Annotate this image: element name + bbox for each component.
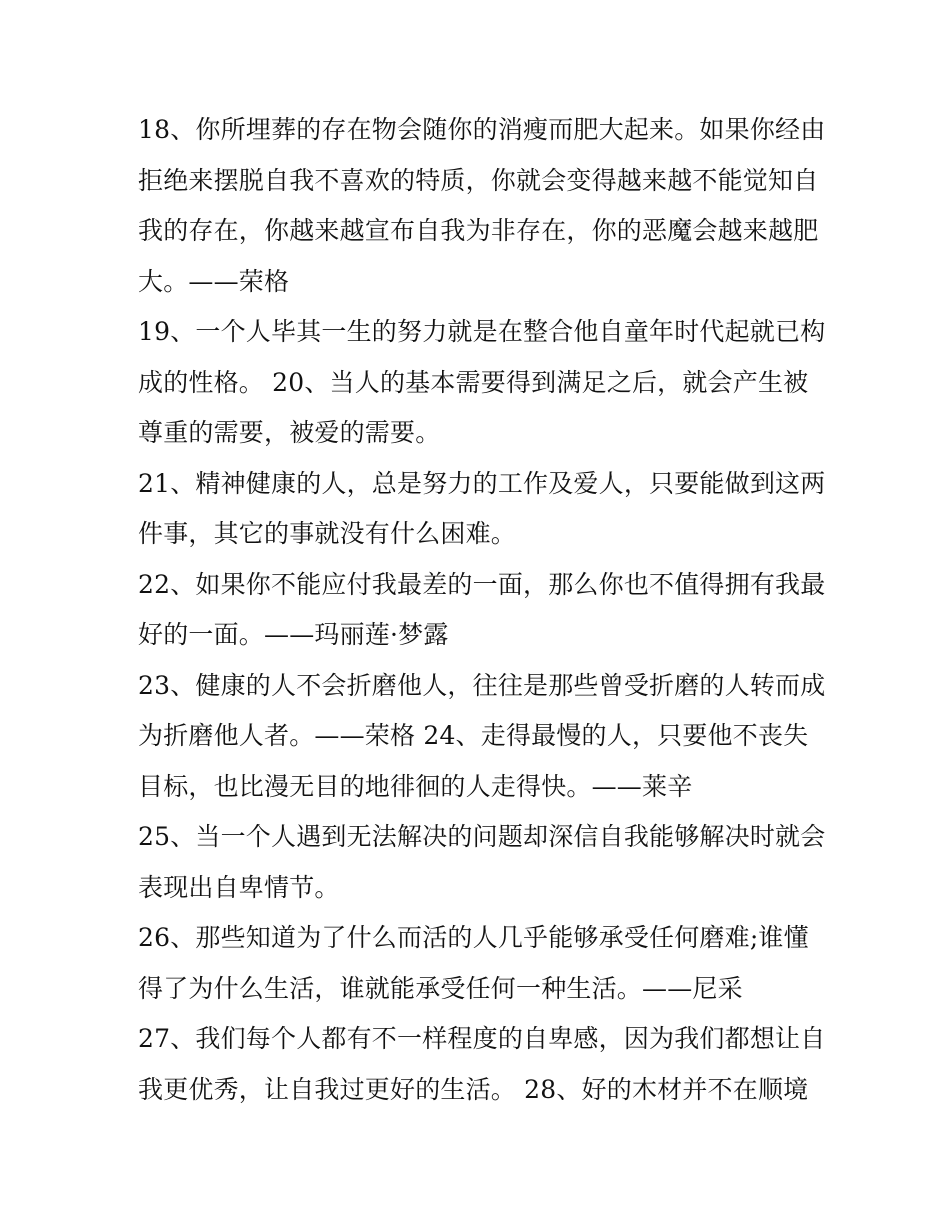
text-line: 为折磨他人者。——荣格 24、走得最慢的人，只要他不丧失 — [138, 721, 809, 750]
text-line: 23、健康的人不会折磨他人，往往是那些曾受折磨的人转而成 — [138, 670, 826, 700]
text-line: 件事，其它的事就没有什么困难。 — [138, 519, 517, 548]
text-line: 21、精神健康的人，总是努力的工作及爱人，只要能做到这两 — [138, 468, 826, 498]
text-line: 26、那些知道为了什么而活的人几乎能够承受任何磨难;谁懂 — [138, 923, 809, 952]
text-line: 大。——荣格 — [138, 266, 290, 296]
text-line: 19、一个人毕其一生的努力就是在整合他自童年时代起就已构 — [138, 317, 826, 346]
text-line: 得了为什么生活，谁就能承受任何一种生活。——尼采 — [138, 973, 743, 1003]
text-line: 27、我们每个人都有不一样程度的自卑感，因为我们都想让自 — [138, 1024, 826, 1053]
text-line: 25、当一个人遇到无法解决的问题却深信自我能够解决时就会 — [138, 822, 826, 851]
text-line: 我的存在，你越来越宣布自我为非存在，你的恶魔会越来越肥 — [138, 216, 819, 245]
text-line: 目标，也比漫无目的地徘徊的人走得快。——莱辛 — [138, 771, 693, 801]
quote-text-block — [138, 105, 828, 1115]
text-line: 拒绝来摆脱自我不喜欢的特质，你就会变得越来越不能觉知自 — [138, 165, 819, 195]
text-line: 22、如果你不能应付我最差的一面，那么你也不值得拥有我最 — [138, 569, 826, 599]
text-line: 我更优秀，让自我过更好的生活。 28、好的木材并不在顺境 — [138, 1074, 809, 1104]
text-line: 尊重的需要，被爱的需要。 — [138, 418, 441, 447]
text-line: 18、你所埋葬的存在物会随你的消瘦而肥大起来。如果你经由 — [138, 115, 826, 144]
text-line: 成的性格。 20、当人的基本需要得到满足之后，就会产生被 — [138, 367, 809, 397]
text-line: 好的一面。——玛丽莲·梦露 — [138, 620, 449, 649]
text-line: 表现出自卑情节。 — [138, 872, 340, 902]
